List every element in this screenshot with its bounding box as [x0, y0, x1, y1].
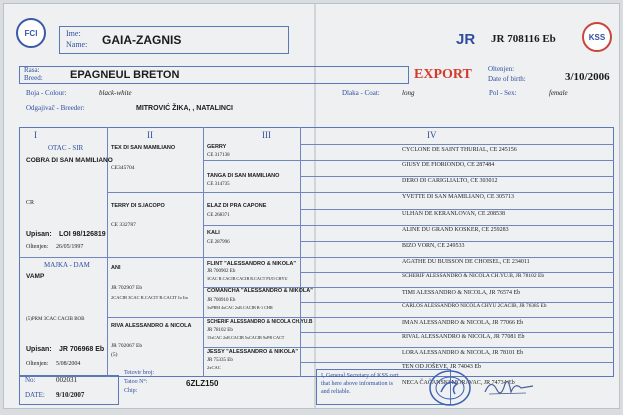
coat-label: Dlaka - Coat:	[342, 89, 380, 97]
dam-upisan-label: Upisan:	[26, 346, 52, 353]
column-header-i: I	[34, 130, 37, 140]
date-value: 9/10/2007	[56, 391, 85, 399]
gen3-reg: JR 78102 Eb	[207, 328, 233, 333]
gen3-reg: JR 700910 Eb	[207, 298, 236, 303]
gen3-reg: CE 317138	[207, 153, 230, 158]
coat-value: long	[402, 89, 415, 97]
gen3-name: SCHERIF ALESSANDRO & NICOLA CH.YU.B	[207, 319, 313, 325]
breeder-label: Odgajivač - Breeder:	[26, 104, 85, 112]
breed-label: Breed:	[24, 74, 43, 82]
column-header-ii: II	[147, 130, 153, 140]
no-value: 002031	[56, 376, 77, 384]
gen2-name: RIVA ALESSANDRO & NICOLA	[111, 323, 192, 329]
gen4-entry: NECA ČAČANSKI MORAVAC, JR 74734 Eb	[402, 380, 515, 386]
dam-titles: (5)PRM 3CAC CACIB BOB	[26, 317, 85, 322]
grid-hline-mid	[19, 257, 614, 258]
gen3-name: GERRY	[207, 144, 227, 150]
gen2-reg: CE 332787	[111, 222, 136, 228]
grid-vline-2	[203, 127, 204, 377]
gen3-reg: CE 287996	[207, 240, 230, 245]
gen3-name: COMANCHA "ALESSANDRO & NIKOLA"	[207, 288, 313, 294]
gen4-entry: IMAN ALESSANDRO & NICOLA, JR 77066 Eb	[402, 320, 524, 326]
colour-label: Boja - Colour:	[26, 89, 67, 97]
gen2-name: TERRY DI S.IACOPO	[111, 203, 165, 209]
dam-title: MAJKA - DAM	[44, 261, 90, 269]
gen4-entry: LORA ALESSANDRO & NICOLA, JR 78101 Eb	[402, 350, 524, 356]
dam-name: VAMP	[26, 273, 45, 280]
name-label: Name:	[66, 40, 88, 49]
signature	[481, 374, 541, 400]
gen4-entry: TEN OD JOŠEVE, JR 74043 Eb	[402, 364, 481, 370]
gen3-titles: 15xCAC 2xR.CACIB 5xCACIB 9xPR CACT	[207, 335, 285, 340]
sire-title: OTAC - SIR	[48, 144, 84, 152]
gen2-titles: (5)	[111, 352, 118, 358]
gen3-name: ELAZ DI PRA CAPONE	[207, 203, 267, 209]
date-label: DATE:	[25, 391, 45, 399]
tattoo-label-1: Tetovir broj:	[124, 370, 155, 376]
gen3-name: JESSY "ALESSANDRO & NIKOLA"	[207, 349, 298, 355]
gen3-reg: CE 314735	[207, 182, 230, 187]
gen3-titles: 3xPRM 4xCAC 2xR.CACIB B-1 CHR	[207, 305, 273, 310]
cert-line-1: I, General Secretary of KSS cert	[321, 373, 399, 379]
gen4-entry: SCHERIF ALESSANDRO & NICOLA CH.YU.B, JR 78102 Eb	[402, 273, 545, 279]
grid-vline-3	[300, 127, 301, 377]
sire-dob: 26/05/1997	[56, 244, 84, 250]
grid-hline-s15	[300, 362, 614, 363]
gen2-name: TEX DI SAN MAMILIANO	[111, 145, 176, 151]
dob-value: 3/10/2006	[565, 71, 610, 83]
grid-vline-1	[107, 127, 108, 377]
no-label: No:	[25, 376, 36, 384]
gen4-entry: YVETTE DI SAN MAMILIANO, CE 305713	[402, 194, 514, 200]
gen2-name: ANI	[111, 265, 121, 271]
gen2-reg: JR 702067 Eb	[111, 343, 143, 349]
cert-line-3: and reliable.	[321, 389, 351, 395]
grid-hline-e7	[203, 347, 614, 348]
gen3-name: TANGA DI SAN MAMILIANO	[207, 173, 280, 179]
gen4-entry: CARLOS ALESSANDRO NICOLA CHYU 2CACIB, JR 76385 Eb	[402, 303, 547, 309]
gen3-reg: JR 700902 Eb	[207, 269, 236, 274]
grid-hline-q1	[107, 192, 614, 193]
sire-cr: CR	[26, 200, 35, 206]
gen4-entry: CYCLONE DE SAINT THURIAL, CE 245156	[402, 147, 517, 153]
gen3-titles: 3CAC R.CACIB CACIB R.CACT PUO CHYU	[207, 276, 288, 281]
jr-code: JR	[456, 31, 476, 48]
sire-olt-label: Oltenjen:	[26, 244, 49, 250]
grid-hline-s5	[300, 209, 614, 210]
kss-logo	[582, 22, 612, 52]
grid-hline-e1	[203, 160, 614, 161]
dam-reg: JR 706968 Eb	[59, 346, 105, 353]
fci-logo-text: FCI	[24, 28, 38, 38]
rasa-label: Rasa:	[24, 66, 40, 74]
gen3-name: FLINT "ALESSANDRO & NIKOLA"	[207, 261, 296, 267]
gen4-entry: DERO DI CARIGLIALTO, CE 303012	[402, 178, 498, 184]
registration-number: JR 708116 Eb	[491, 33, 556, 45]
gen4-entry: ULHAN DE KERANLOVAN, CE 208538	[402, 211, 506, 217]
grid-hline-s1	[300, 144, 614, 145]
gen4-entry: AGATHE DU BUISSON DE CHOISEL, CE 234011	[402, 259, 530, 265]
ime-label: Ime:	[66, 29, 81, 38]
sire-name: COBRA DI SAN MAMILIANO	[26, 157, 113, 164]
kss-seal-stamp	[427, 368, 473, 408]
gen4-entry: BIZO VORN, CE 249533	[402, 243, 465, 249]
pedigree-grid	[19, 127, 614, 377]
gen4-entry: TIMI ALESSANDRO & NICOLA, JR 76574 Eb	[402, 290, 521, 296]
cert-line-2: that here above information is	[321, 381, 393, 387]
gen2-titles: 2CACIB 3CAC R.CACIT R.CACIT Io Ito	[111, 295, 188, 300]
gen3-titles: 2xCAC	[207, 365, 221, 370]
grid-hline-s3	[300, 176, 614, 177]
sire-upisan-label: Upisan:	[26, 231, 52, 238]
dob-label: Date of birth:	[488, 75, 526, 83]
grid-hline-s13	[300, 332, 614, 333]
gen3-reg: CE 268371	[207, 213, 230, 218]
grid-hline-s7	[300, 241, 614, 242]
dam-dob: 5/08/2004	[56, 361, 81, 367]
colour-value: black-white	[99, 89, 132, 97]
column-header-iii: III	[262, 130, 271, 140]
gen4-entry: GIUSY DE FIORIONDO, CE 287484	[402, 162, 495, 168]
oltenjen-label: Oltenjen:	[488, 65, 515, 73]
export-stamp: EXPORT	[414, 67, 472, 82]
gen3-reg: JR 75335 Eb	[207, 358, 233, 363]
gen4-entry: RIVAL ALESSANDRO & NICOLA, JR 77081 Eb	[402, 334, 525, 340]
gen4-entry: ALINE DU GRAND KOSKER, CE 259283	[402, 227, 509, 233]
breed-value: EPAGNEUL BRETON	[70, 69, 180, 81]
chip-label: Chip:	[124, 388, 138, 394]
pedigree-certificate	[3, 3, 620, 409]
fci-logo	[16, 18, 46, 48]
dam-olt-label: Oltenjen:	[26, 361, 49, 367]
sex-label: Pol - Sex:	[489, 89, 517, 97]
gen2-reg: CE345704	[111, 165, 135, 171]
kss-logo-text: KSS	[588, 32, 606, 42]
breeder-value: MITROVIĆ ŽIKA, , NATALINCI	[136, 105, 233, 112]
gen3-name: KALI	[207, 230, 220, 236]
sex-value: female	[549, 89, 568, 97]
sire-reg: LOI 98/126819	[59, 231, 106, 238]
column-header-iv: IV	[427, 130, 437, 140]
tattoo-value: 6ZLZ150	[186, 379, 219, 388]
dog-name: GAIA-ZAGNIS	[102, 33, 182, 47]
tattoo-label-2: Tatoo N°:	[124, 379, 148, 385]
grid-hline-q3	[107, 317, 614, 318]
gen2-reg: JR 702907 Eb	[111, 285, 143, 291]
grid-hline-e3	[203, 225, 614, 226]
